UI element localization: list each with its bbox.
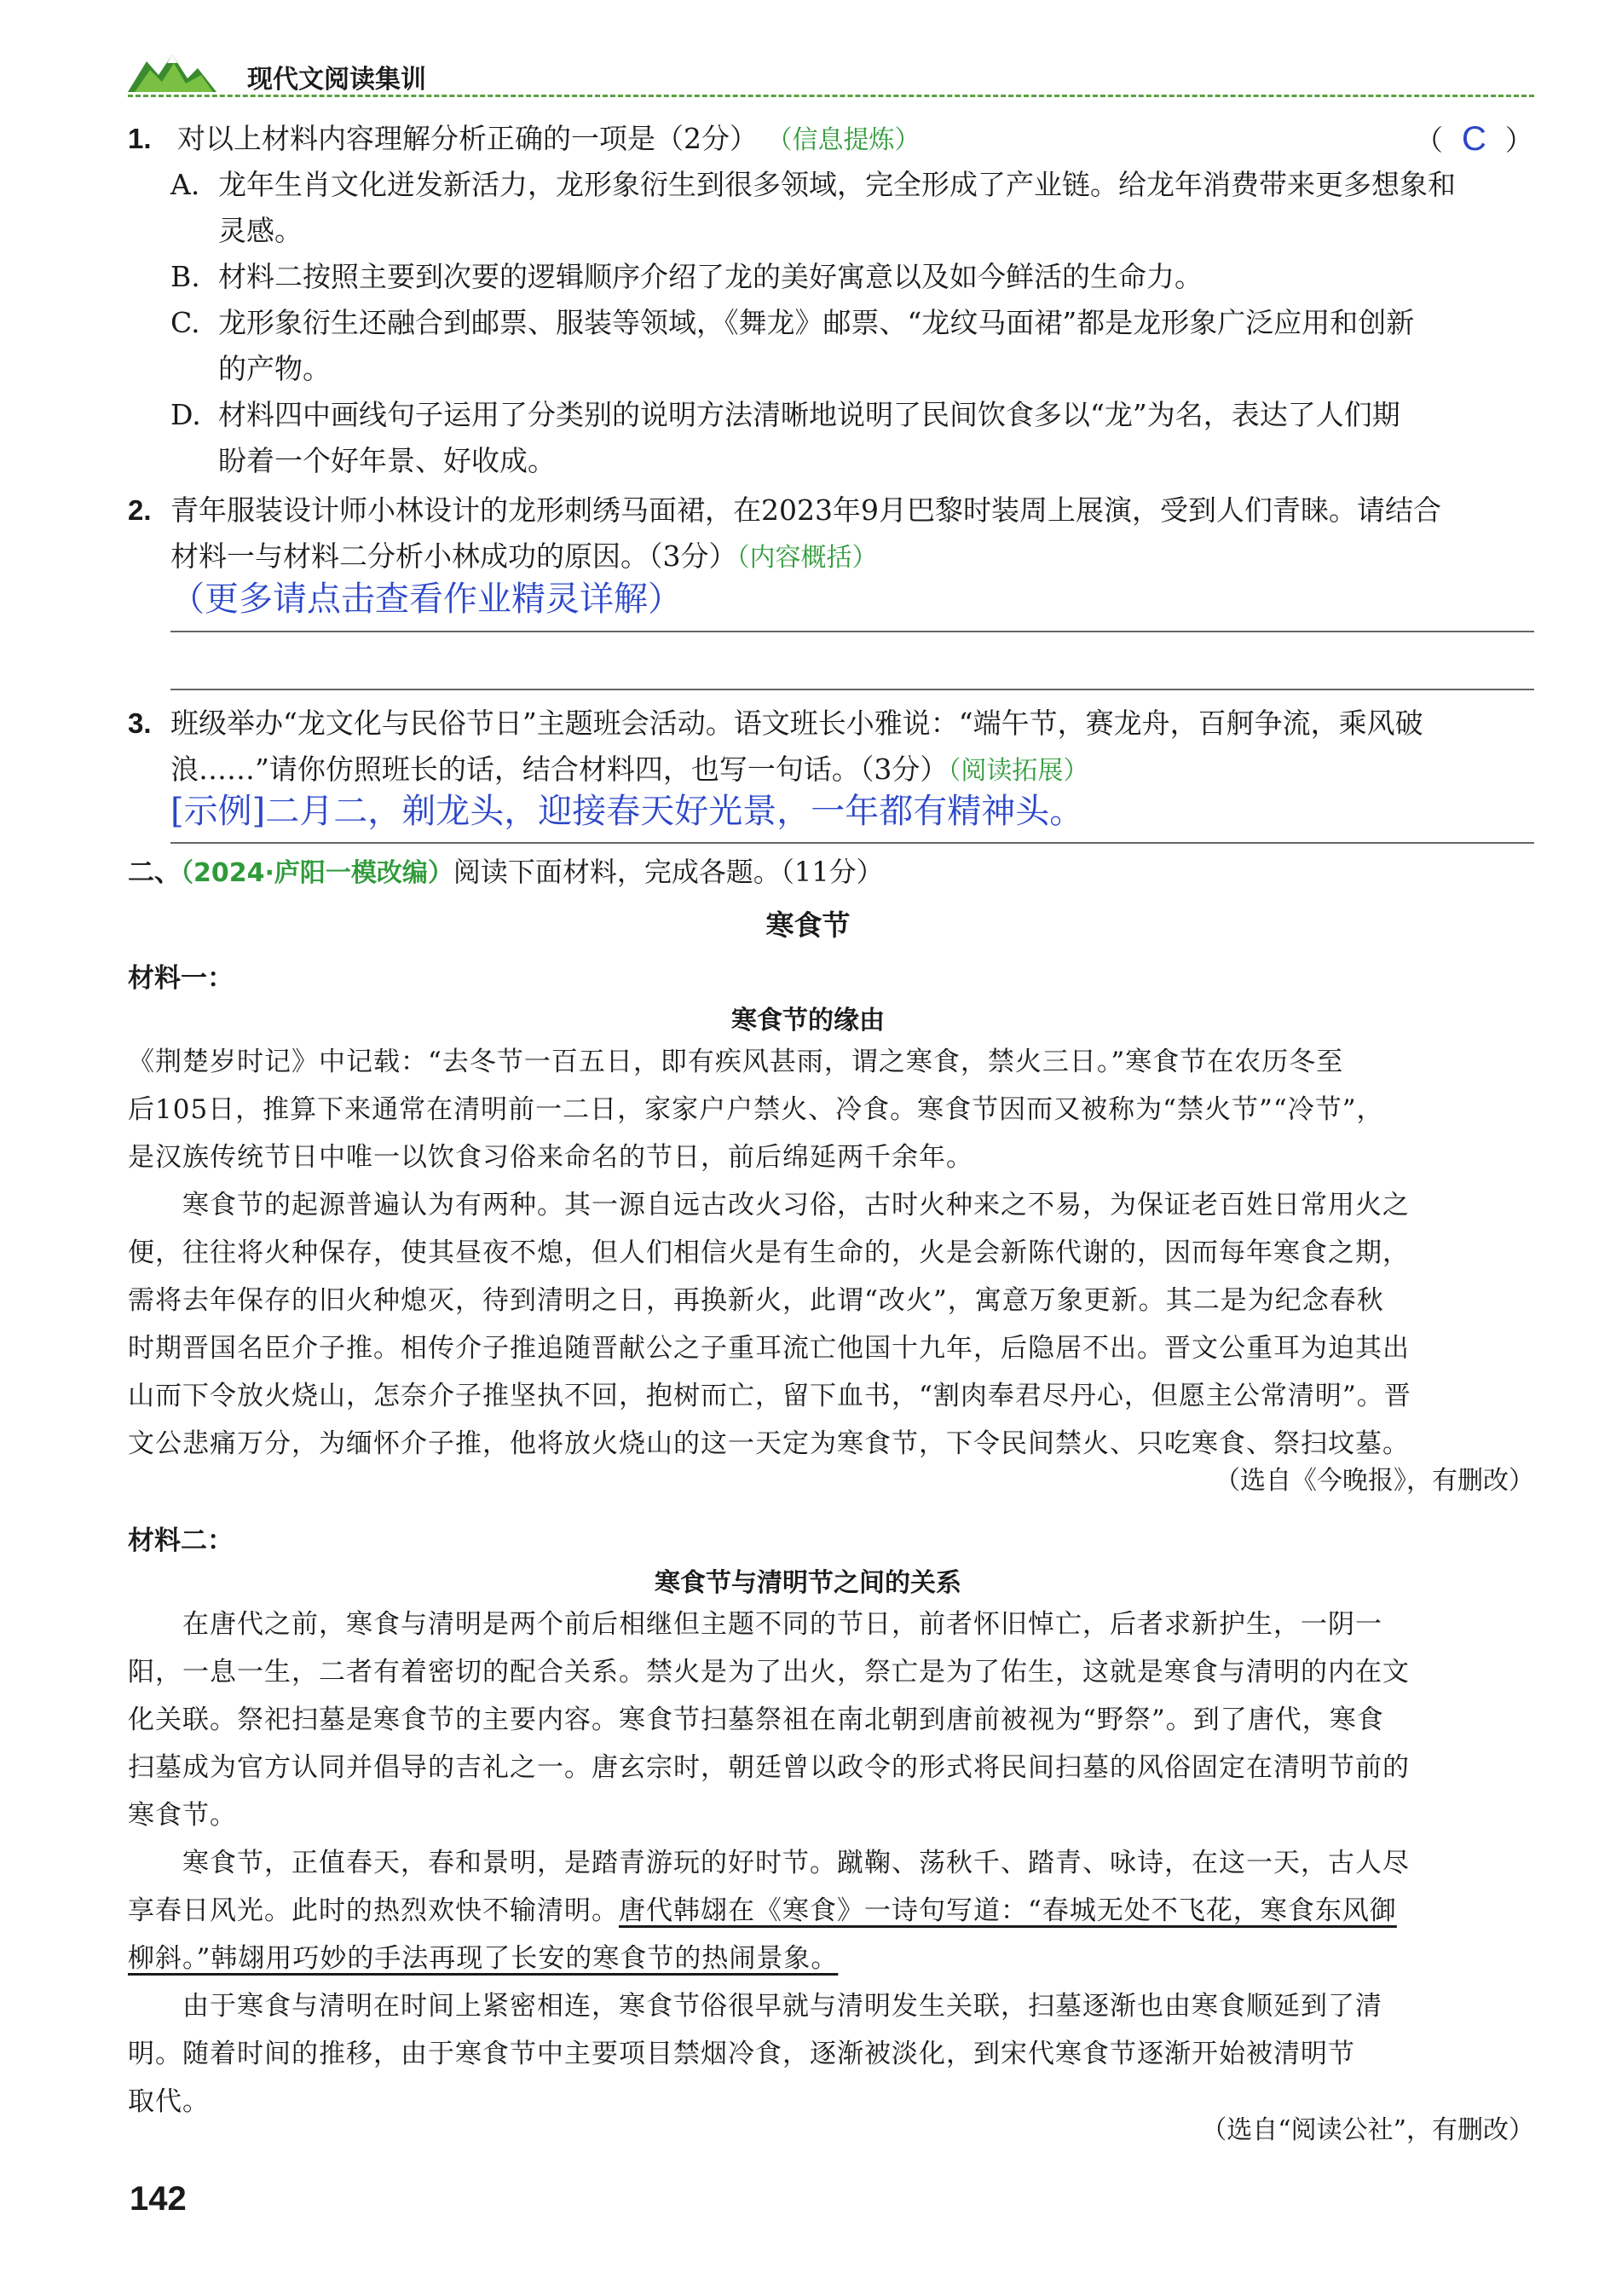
q3-answer: [示例]二月二，剃龙头，迎接春天好光景，一年都有精神头。 [170,792,1084,831]
q1-option-b: B. 材料二按照主要到次要的逻辑顺序介绍了龙的美好寓意以及如今鲜活的生命力。 [170,260,1203,293]
question-3: 3. 班级举办“龙文化与民俗节日”主题班会活动。语文班长小雅说：“端午节，赛龙舟，百舸争流，乘风破 浪……”请你仿照班长的话，结合材料四，也写一句话。（3分）（阅读拓展） [128,701,1543,794]
page-number: 142 [130,2180,187,2218]
header-logo [128,49,230,94]
material-1-body: 《荆楚岁时记》中记载：“去冬节一百五日，即有疾风甚雨，谓之寒食，禁火三日。”寒食节在农历冬至 后105日，推算下来通常在清明前一二日，家家户户禁火、冷食。寒食节因而又被称为“禁火节”“冷节”， 是汉族传统节日中唯一以饮食习俗来命名的节日，前后绵延两千余年。 寒食节的起源普遍认为有两种。其一源自远古改火习俗，古时火种来之不易，为保证老百姓日常用火之 便，往往将火种保存，使其昼夜不熄，但人们相信火是有生命的，火是会新陈代谢的，因而每年寒食之期， 需将去年保存的旧火种熄灭，待到清明之日，再换新火，此谓“改火”，寓意万象更新。其二是为纪念春秋 时期晋国名臣介子推。相传介子推追随晋献公之子重耳流亡他国十九年，后隐居不出。晋文公重耳为迫其出 山而下令放火烧山，怎奈介子推坚执不回，抱树而亡，留下血书，“割肉奉君尽丹心，但愿主公常清明”。晋 文公悲痛万分，为缅怀介子推，他将放火烧山的这一天定为寒食节，下令民间禁火、只吃寒食、祭扫坟墓。 [128,1047,1411,1459]
q2-answer-line-2 [170,689,1534,690]
material-1-title: 寒食节的缘由 [731,1006,885,1036]
material-2-title: 寒食节与清明节之间的关系 [655,1568,961,1598]
underlined-sentence: 唐代韩翃在《寒食》一诗句写道：“春城无处不飞花，寒食东风御 [619,1895,1397,1926]
q1-option-a: A. 龙年生肖文化迸发新活力，龙形象衍生到很多领域，完全形成了产业链。给龙年消费带来更多想象和 灵感。 [170,168,1456,247]
q3-number: 3. [128,707,152,739]
header-divider [128,95,1534,97]
q1-stem: 对以上材料内容理解分析正确的一项是（2分） [177,122,759,155]
material-2-body: 在唐代之前，寒食与清明是两个前后相继但主题不同的节日，前者怀旧悼亡，后者求新护生，一阴一 阳，一息一生，二者有着密切的配合关系。禁火是为了出火，祭亡是为了佑生，这就是寒食与清明的内在文 化关联。祭祀扫墓是寒食节的主要内容。寒食节扫墓祭祖在南北朝到唐前被视为“野祭”。到了唐代，寒食 扫墓成为官方认同并倡导的吉礼之一。唐玄宗时，朝廷曾以政令的形式将民间扫墓的风俗固定在清明节前的 寒食节。 寒食节，正值春天，春和景明，是踏青游玩的好时节。蹴鞠、荡秋千、踏青、咏诗，在这一天，古人尽 享春日风光。此时的热烈欢快不输清明。唐代韩翃在《寒食》一诗句写道：“春城无处不飞花，寒食东风御 柳斜。”韩翃用巧妙的手法再现了长安的寒食节的热闹景象。 由于寒食与清明在时间上紧密相连，寒食节俗很早就与清明发生关联，扫墓逐渐也由寒食顺延到了清 明。随着时间的推移，由于寒食节中主要项目禁烟冷食，逐渐被淡化，到宋代寒食节逐渐开始被清明节 取代。 [128,1609,1410,2117]
q1-option-d: D. 材料四中画线句子运用了分类别的说明方法清晰地说明了民间饮食多以“龙”为名，表达了人们期 盼着一个好年景、好收成。 [170,398,1400,477]
mountain-logo-icon [128,49,230,94]
question-2: 2. 青年服装设计师小林设计的龙形刺绣马面裙，在2023年9月巴黎时装周上展演，受到人们青睐。请结合 材料一与材料二分析小林成功的原因。（3分）（内容概括） [128,487,1543,581]
q3-answer-line [170,842,1534,844]
section-2-source-tag: （2024·庐阳一模改编） [181,858,453,888]
q1-answer-box: （ C ） [1415,120,1533,158]
material-2-source: （选自“阅读公社”，有删改） [1201,2115,1534,2145]
underlined-sentence-cont: 柳斜。”韩翃用巧妙的手法再现了长安的寒食节的热闹景象。 [128,1943,839,1974]
section-2-heading: 二、（2024·庐阳一模改编）阅读下面材料，完成各题。（11分） [128,856,884,888]
q1-answer: C [1462,120,1486,158]
q2-number: 2. [128,494,152,526]
material-1-label: 材料一： [128,963,234,994]
q2-tag: （内容概括） [736,543,878,573]
passage-title: 寒食节 [765,909,851,942]
q2-answer-link[interactable]: （更多请点击查看作业精灵详解） [170,580,682,619]
q1-tag: （信息提炼） [766,125,921,155]
q1-option-c: C. 龙形象衍生还融合到邮票、服装等领域，《舞龙》邮票、“龙纹马面裙”都是龙形象广泛应用和创新 的产物。 [170,306,1415,385]
q2-answer-line-1 [170,631,1534,632]
question-1 [128,116,1534,164]
material-2-label: 材料二： [128,1526,234,1556]
q3-tag: （阅读拓展） [948,756,1089,786]
q1-number: 1. [128,123,152,154]
header-title: 现代文阅读集训 [247,65,426,95]
material-1-source: （选自《今晚报》，有删改） [1215,1466,1534,1496]
